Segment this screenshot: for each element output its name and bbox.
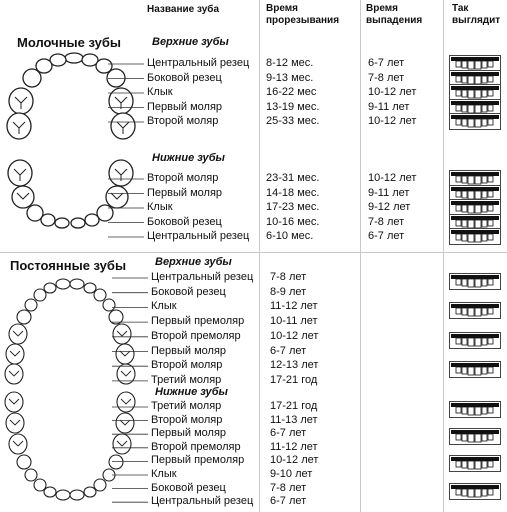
permanent-lower-name: Первый моляр [151, 427, 227, 440]
milk-upper-erupt: 13-19 мес. [266, 100, 320, 113]
permanent-upper-erupt: 7-8 лет [270, 271, 307, 283]
permanent-upper-erupt: 12-13 лет [270, 359, 319, 372]
milk-lower-erupt: 6-10 мес. [266, 230, 314, 242]
permanent-lower-name: Второй моляр [151, 413, 223, 426]
permanent-upper-erupt: 17-21 год [270, 373, 318, 386]
header-name: Название зуба [147, 4, 220, 15]
permanent-upper-name: Боковой резец [151, 285, 226, 298]
milk-lower-name: Первый моляр [147, 186, 223, 199]
milk-lower-erupt: 23-31 мес. [266, 172, 320, 184]
permanent-lower-erupt: 11-12 лет [270, 440, 318, 453]
milk-upper-title: Верхние зубы [152, 36, 229, 48]
milk-lower-name: Центральный резец [147, 230, 250, 242]
tooth-row-thumbnail-icon [449, 273, 501, 290]
permanent-upper-erupt: 11-12 лет [270, 300, 318, 313]
milk-teeth-title: Молочные зубы [17, 35, 121, 50]
milk-lower-loss: 9-12 лет [368, 201, 411, 213]
milk-upper-loss: 9-11 лет [368, 100, 410, 113]
permanent-lower-erupt: 11-13 лет [270, 413, 318, 426]
header-erupt-line1: Время [266, 3, 298, 14]
milk-upper-loss: 7-8 лет [368, 71, 405, 84]
milk-upper-loss: 10-12 лет [368, 86, 417, 98]
milk-upper-name: Центральный резец [147, 57, 250, 69]
tooth-row-thumbnail-icon [449, 302, 501, 319]
tooth-row-thumbnail-icon [449, 332, 501, 349]
permanent-lower-name: Второй премоляр [151, 440, 241, 453]
permanent-upper-name: Третий моляр [151, 373, 222, 386]
permanent-upper-erupt: 6-7 лет [270, 344, 307, 357]
milk-upper-erupt: 8-12 мес. [266, 57, 314, 69]
tooth-row-thumbnail-icon [449, 361, 501, 378]
milk-lower-erupt: 10-16 мес. [266, 215, 320, 228]
permanent-lower-name: Центральный резец [151, 495, 254, 508]
milk-lower-erupt: 17-23 мес. [266, 201, 320, 213]
permanent-upper-erupt: 10-12 лет [270, 329, 319, 342]
header-look-line2: выглядит [452, 15, 501, 26]
milk-lower-loss: 6-7 лет [368, 230, 405, 242]
milk-upper-name: Боковой резец [147, 71, 222, 84]
header-erupt-line2: прорезывания [266, 15, 340, 26]
header-loss-line1: Время [366, 3, 398, 14]
milk-lower-name: Клык [147, 201, 173, 213]
permanent-upper-name: Второй премоляр [151, 329, 241, 342]
permanent-upper-name: Первый премоляр [151, 315, 245, 328]
permanent-lower-name: Первый премоляр [151, 454, 245, 467]
milk-upper-name: Клык [147, 86, 173, 98]
milk-upper-erupt: 9-13 мес. [266, 71, 314, 84]
permanent-upper-name: Центральный резец [151, 271, 254, 283]
permanent-lower-erupt: 9-10 лет [270, 468, 313, 480]
milk-upper-name: Первый моляр [147, 100, 223, 113]
permanent-upper-title: Верхние зубы [155, 256, 232, 268]
permanent-lower-erupt: 7-8 лет [270, 481, 307, 494]
milk-upper-name: Второй моляр [147, 115, 219, 127]
tooth-row-thumbnail-icon [449, 113, 501, 130]
permanent-upper-name: Второй моляр [151, 359, 223, 372]
milk-upper-loss: 6-7 лет [368, 57, 405, 69]
tooth-row-thumbnail-icon [449, 483, 501, 500]
permanent-upper-name: Первый моляр [151, 344, 227, 357]
milk-lower-name: Второй моляр [147, 172, 219, 184]
milk-lower-loss: 7-8 лет [368, 215, 405, 228]
milk-upper-loss: 10-12 лет [368, 115, 417, 127]
permanent-upper-erupt: 8-9 лет [270, 285, 307, 298]
permanent-lower-erupt: 17-21 год [270, 400, 318, 412]
tooth-row-thumbnail-icon [449, 428, 501, 445]
header-look-line1: Так [452, 3, 469, 14]
header-loss-line2: выпадения [366, 15, 423, 26]
permanent-upper-name: Клык [151, 300, 177, 313]
permanent-teeth-title: Постоянные зубы [10, 258, 127, 273]
permanent-lower-name: Третий моляр [151, 400, 222, 412]
permanent-lower-title: Нижние зубы [155, 386, 228, 398]
permanent-lower-erupt: 6-7 лет [270, 495, 307, 508]
permanent-lower-name: Клык [151, 468, 177, 480]
milk-lower-title: Нижние зубы [152, 152, 225, 164]
permanent-lower-erupt: 6-7 лет [270, 427, 307, 440]
permanent-lower-name: Боковой резец [151, 481, 226, 494]
milk-lower-erupt: 14-18 мес. [266, 186, 320, 199]
permanent-lower-erupt: 10-12 лет [270, 454, 319, 467]
milk-upper-erupt: 16-22 мес [266, 86, 317, 98]
milk-lower-loss: 9-11 лет [368, 186, 410, 199]
milk-lower-name: Боковой резец [147, 215, 222, 228]
milk-lower-loss: 10-12 лет [368, 172, 417, 184]
permanent-upper-erupt: 10-11 лет [270, 315, 318, 328]
tooth-row-thumbnail-icon [449, 401, 501, 418]
tooth-row-thumbnail-icon [449, 455, 501, 472]
tooth-row-thumbnail-icon [449, 228, 501, 245]
milk-upper-erupt: 25-33 мес. [266, 115, 320, 127]
